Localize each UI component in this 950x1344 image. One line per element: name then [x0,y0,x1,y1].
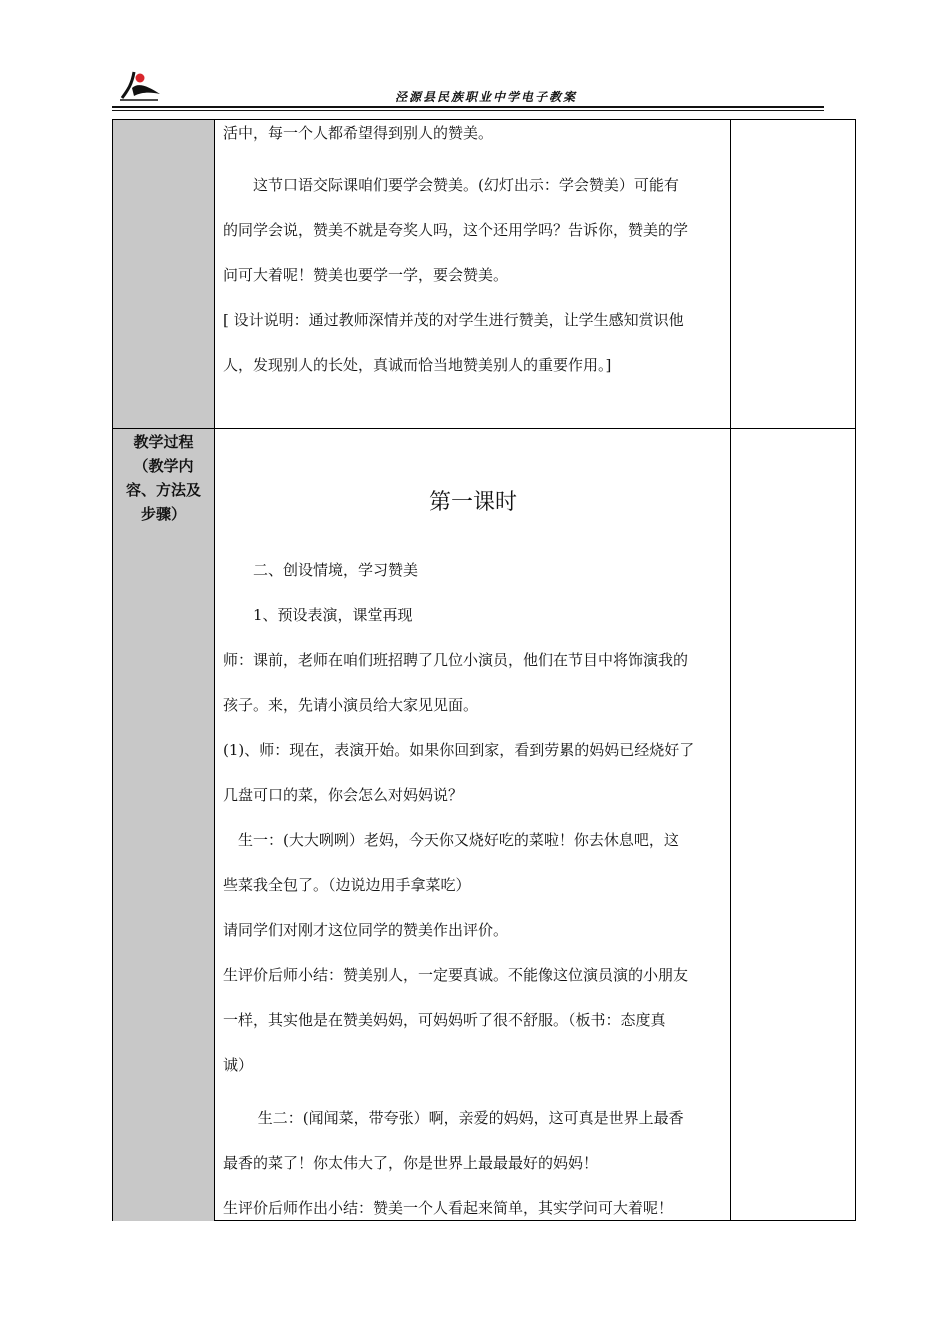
row-divider [113,428,855,429]
text-line: 师：课前，老师在咱们班招聘了几位小演员，他们在节目中将饰演我的 [223,651,689,669]
school-name: 泾源县民族职业中学电子教案 [395,90,578,104]
text-line: 的同学会说，赞美不就是夸奖人吗，这个还用学吗？告诉你，赞美的学 [223,221,689,239]
header-rule-thin [112,110,824,111]
text-line: 这节口语交际课咱们要学会赞美。(幻灯出示：学会赞美）可能有 [223,176,679,194]
text-line: 请同学们对刚才这位同学的赞美作出评价。 [223,921,509,939]
subsection-title: 1、预设表演，课堂再现 [223,606,413,624]
text-line: 最香的菜了！你太伟大了，你是世界上最最最好的妈妈！ [223,1154,599,1172]
column-divider-2 [730,120,731,1220]
section-title: 二、创设情境，学习赞美 [223,561,419,579]
text-line: 孩子。来，先请小演员给大家见见面。 [223,696,479,714]
text-line: 生二：(闻闻菜，带夸张）啊，亲爱的妈妈，这可真是世界上最香 [223,1109,684,1127]
label-cell-shade-1 [113,120,214,428]
text-line: 一样，其实他是在赞美妈妈，可妈妈听了很不舒服。（板书：态度真 [223,1011,666,1029]
lesson-heading: 第一课时 [428,490,517,515]
text-line: 活中，每一个人都希望得到别人的赞美。 [223,124,494,142]
text-line: 诚） [223,1056,254,1074]
text-line: 些菜我全包了。（边说边用手拿菜吃） [223,876,471,894]
column-divider-1 [214,120,215,1220]
lesson-table [112,119,856,1221]
design-note-line: 人，发现别人的长处，真诚而恰当地赞美别人的重要作用。] [223,356,612,374]
text-line: 生评价后师小结：赞美别人，一定要真诚。不能像这位演员演的小朋友 [223,966,689,984]
label-cell-shade-2 [113,429,214,1221]
row-label-teaching-process: 教学过程 （教学内 容、方法及 步骤） [125,433,201,523]
text-line: (1)、师：现在，表演开始。如果你回到家，看到劳累的妈妈已经烧好了 [223,741,695,759]
text-line: 几盘可口的菜，你会怎么对妈妈说？ [223,786,464,804]
text-line: 问可大着呢！赞美也要学一学，要会赞美。 [223,266,509,284]
text-line: 生一：(大大咧咧）老妈，今天你又烧好吃的菜啦！你去休息吧，这 [223,831,679,849]
design-note-line: [ 设计说明：通过教师深情并茂的对学生进行赞美，让学生感知赏识他 [223,311,684,329]
header-rule [112,106,824,108]
school-logo-icon [118,68,162,102]
text-line: 生评价后师作出小结：赞美一个人看起来简单，其实学问可大着呢！ [223,1199,674,1217]
